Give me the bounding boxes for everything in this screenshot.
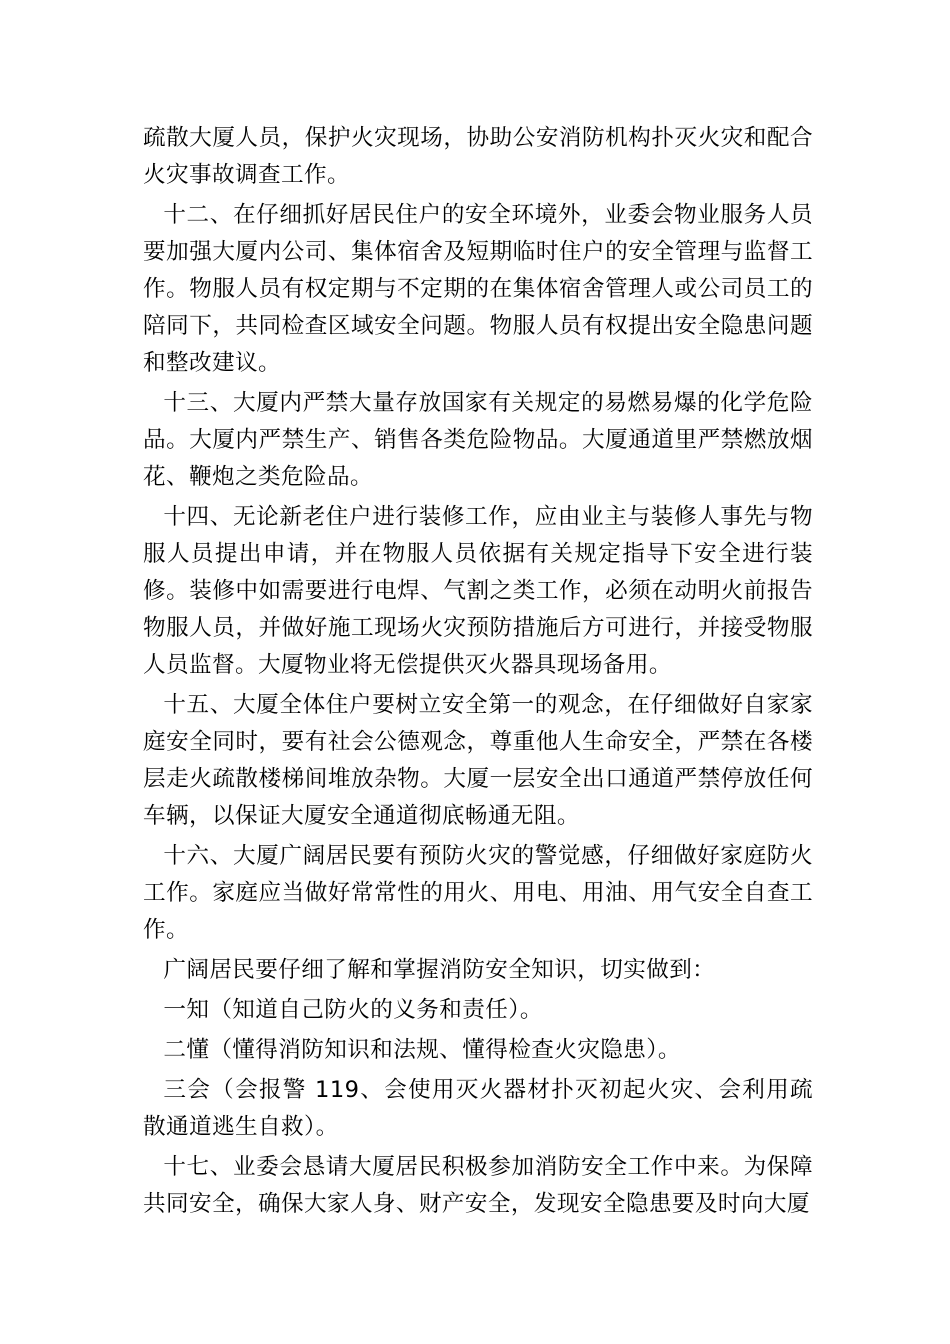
paragraph-article-14: 十四、无论新老住户进行装修工作，应由业主与装修人事先与物服人员提出申请，并在物服人员依据有关规定指导下安全进行装修。装修中如需要进行电焊、气割之类工作，必须在动明火前报告物服人员，并做好施工现场火灾预防措施后方可进行，并接受物服人员监督。大厦物业将无偿提供灭火器具现场备用。: [143, 504, 813, 678]
paragraph-article-13: 十三、大厦内严禁大量存放国家有关规定的易燃易爆的化学危险品。大厦内严禁生产、销售各类危险物品。大厦通道里严禁燃放烟花、鞭炮之类危险品。: [143, 390, 813, 490]
document-body: [143, 120, 813, 1226]
paragraph-article-15: 十五、大厦全体住户要树立安全第一的观念，在仔细做好自家家庭安全同时，要有社会公德观念，尊重他人生命安全，严禁在各楼层走火疏散楼梯间堆放杂物。大厦一层安全出口通道严禁停放任何车辆，以保证大厦安全通道彻底畅通无阻。: [143, 692, 813, 829]
paragraph-two-understand: 二懂（懂得消防知识和法规、懂得检查火灾隐患）。: [163, 1037, 681, 1063]
paragraph-three-abilities: 三会（会报警 119、会使用灭火器材扑灭初起火灾、会利用疏散通道逃生自救）。: [143, 1077, 813, 1140]
paragraph-fire-knowledge-intro: 广阔居民要仔细了解和掌握消防安全知识，切实做到：: [163, 957, 716, 983]
paragraph-article-17: 十七、业委会恳请大厦居民积极参加消防安全工作中来。为保障共同安全，确保大家人身、财产安全，发现安全隐患要及时向大厦: [143, 1154, 813, 1217]
paragraph-one-know: 一知（知道自己防火的义务和责任）。: [163, 997, 543, 1023]
paragraph-article-16: 十六、大厦广阔居民要有预防火灾的警觉感，仔细做好家庭防火工作。家庭应当做好常常性的用火、用电、用油、用气安全自查工作。: [143, 843, 813, 943]
paragraph-article-12: 十二、在仔细抓好居民住户的安全环境外，业委会物业服务人员要加强大厦内公司、集体宿舍及短期临时住户的安全管理与监督工作。物服人员有权定期与不定期的在集体宿舍管理人或公司员工的陪同下，共同检查区域安全问题。物服人员有权提出安全隐患问题和整改建议。: [143, 202, 813, 376]
paragraph-evacuation-continuation: 疏散大厦人员，保护火灾现场，协助公安消防机构扑灭火灾和配合火灾事故调查工作。: [143, 125, 813, 188]
